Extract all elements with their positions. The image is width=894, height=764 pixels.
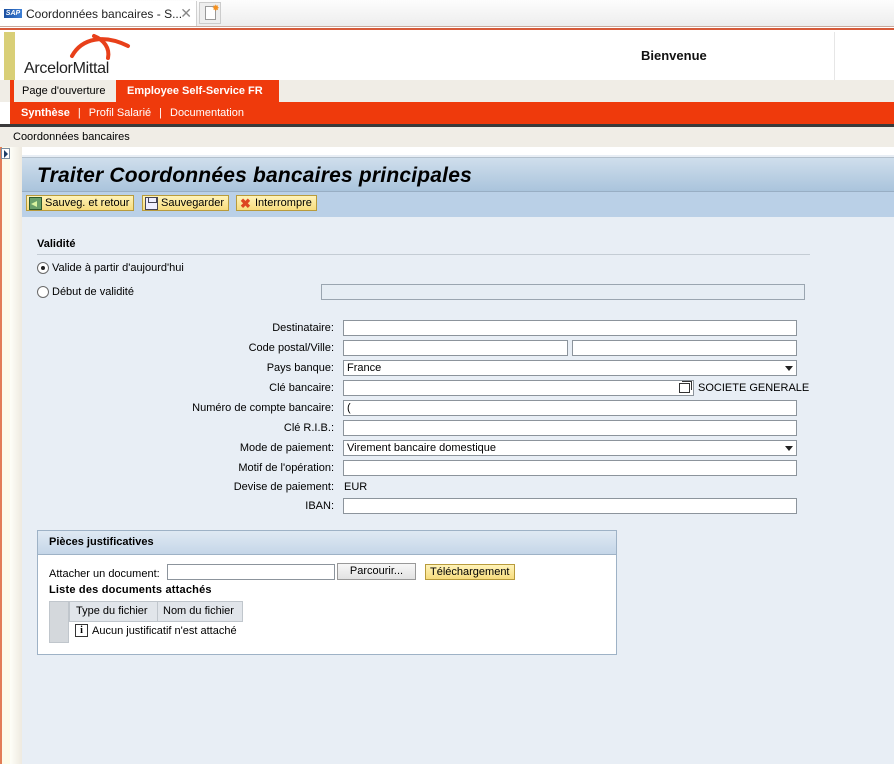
- bank-country-value: France: [347, 362, 382, 374]
- attached-documents-title: Liste des documents attachés: [49, 584, 212, 596]
- supporting-documents-panel: [37, 530, 617, 655]
- subnav-documentation[interactable]: Documentation: [170, 107, 244, 119]
- bank-key-label: Clé bancaire:: [269, 382, 334, 394]
- save-return-icon: [29, 197, 42, 210]
- column-header-file-name[interactable]: Nom du fichier: [157, 601, 243, 622]
- recipient-label: Destinataire:: [272, 322, 334, 334]
- subnav-separator: |: [159, 107, 162, 119]
- cancel-x-icon: ✖: [240, 195, 251, 211]
- radio-button-checked[interactable]: [37, 262, 49, 274]
- bank-name: SOCIETE GENERALE: [698, 382, 810, 394]
- header-divider: [834, 32, 835, 80]
- validity-heading: Validité: [37, 238, 76, 250]
- attach-document-input[interactable]: [167, 564, 335, 580]
- save-and-return-label: Sauveg. et retour: [45, 197, 130, 209]
- account-number-label: Numéro de compte bancaire:: [192, 402, 334, 414]
- radio-valid-today[interactable]: [37, 262, 184, 274]
- save-label: Sauvegarder: [161, 197, 224, 209]
- iban-input[interactable]: [343, 498, 797, 514]
- attach-document-label: Attacher un document:: [49, 568, 160, 580]
- rail-shade: [10, 147, 22, 764]
- tab-page-ouverture[interactable]: Page d'ouverture: [22, 85, 106, 97]
- purpose-input[interactable]: [343, 460, 797, 476]
- chevron-down-icon[interactable]: [785, 366, 793, 371]
- save-and-return-button[interactable]: [26, 195, 134, 211]
- iban-label: IBAN:: [305, 500, 334, 512]
- browser-tab[interactable]: [0, 1, 197, 26]
- payment-method-label: Mode de paiement:: [239, 442, 334, 454]
- close-icon[interactable]: ✕: [180, 5, 192, 21]
- content-area-title: Coordonnées bancaires: [13, 131, 130, 143]
- toolbar: [22, 192, 894, 217]
- rib-key-input[interactable]: [343, 420, 797, 436]
- main-content: [22, 155, 894, 764]
- browse-button[interactable]: Parcourir...: [337, 563, 416, 580]
- validity-divider: [37, 254, 810, 255]
- browser-tab-title: Coordonnées bancaires - S...: [26, 6, 183, 21]
- currency-value: EUR: [344, 481, 368, 493]
- upload-button[interactable]: Téléchargement: [425, 564, 515, 580]
- content-title-bar: [0, 127, 894, 147]
- empty-message: Aucun justificatif n'est attaché: [92, 624, 237, 637]
- info-icon: i: [75, 624, 88, 637]
- sparkle-icon: ✸: [212, 3, 220, 13]
- radio-valid-today-label: Valide à partir d'aujourd'hui: [52, 262, 184, 274]
- header-accent-strip: [4, 32, 15, 80]
- radio-button-unchecked[interactable]: [37, 286, 49, 298]
- currency-label: Devise de paiement:: [233, 481, 334, 493]
- account-number-input[interactable]: (: [343, 400, 797, 416]
- start-date-input: [321, 284, 805, 300]
- sap-icon: SAP: [5, 10, 21, 17]
- expand-navigation-arrow-icon[interactable]: [1, 148, 10, 159]
- subnav-synthese[interactable]: Synthèse: [21, 107, 70, 119]
- radio-start-date[interactable]: [37, 286, 134, 298]
- column-header-file-type[interactable]: Type du fichier: [69, 601, 158, 622]
- value-help-icon[interactable]: [679, 383, 690, 393]
- cancel-label: Interrompre: [255, 197, 312, 209]
- rib-key-label: Clé R.I.B.:: [283, 422, 334, 434]
- sub-navigation: [10, 102, 894, 124]
- portal-header: [0, 28, 894, 80]
- detailed-navigation-rail: [0, 147, 10, 764]
- subnav-profil-salarie[interactable]: Profil Salarié: [88, 107, 152, 119]
- logo-swoosh-icon: [24, 32, 136, 62]
- subnav-separator: |: [77, 107, 81, 119]
- recipient-input[interactable]: [343, 320, 797, 336]
- supporting-documents-heading: Pièces justificatives: [38, 531, 616, 555]
- bank-key-input[interactable]: [343, 380, 694, 396]
- arcelormittal-logo[interactable]: [24, 32, 136, 80]
- new-tab-button[interactable]: [199, 2, 221, 24]
- browser-tab-strip: [0, 0, 894, 27]
- page-header: [22, 157, 894, 192]
- bank-country-label: Pays banque:: [266, 362, 334, 374]
- postal-city-label: Code postal/Ville:: [248, 342, 334, 354]
- chevron-down-icon[interactable]: [785, 446, 793, 451]
- purpose-label: Motif de l'opération:: [238, 462, 334, 474]
- page-title: Traiter Coordonnées bancaires principales: [37, 164, 472, 187]
- table-empty-row: [75, 624, 237, 637]
- city-input[interactable]: [572, 340, 797, 356]
- save-button[interactable]: [142, 195, 229, 211]
- row-selector-column[interactable]: [49, 601, 69, 643]
- logo-text: ArcelorMittal: [24, 60, 110, 77]
- welcome-text: Bienvenue: [641, 48, 707, 63]
- tab-employee-self-service[interactable]: Employee Self-Service FR: [116, 80, 279, 102]
- cancel-button[interactable]: [236, 195, 317, 211]
- radio-start-date-label: Début de validité: [52, 286, 134, 298]
- bank-country-select[interactable]: [343, 360, 797, 376]
- payment-method-value: Virement bancaire domestique: [347, 442, 496, 454]
- top-level-navigation: [0, 80, 894, 102]
- postal-code-input[interactable]: [343, 340, 568, 356]
- payment-method-select[interactable]: [343, 440, 797, 456]
- floppy-disk-icon: [145, 197, 158, 210]
